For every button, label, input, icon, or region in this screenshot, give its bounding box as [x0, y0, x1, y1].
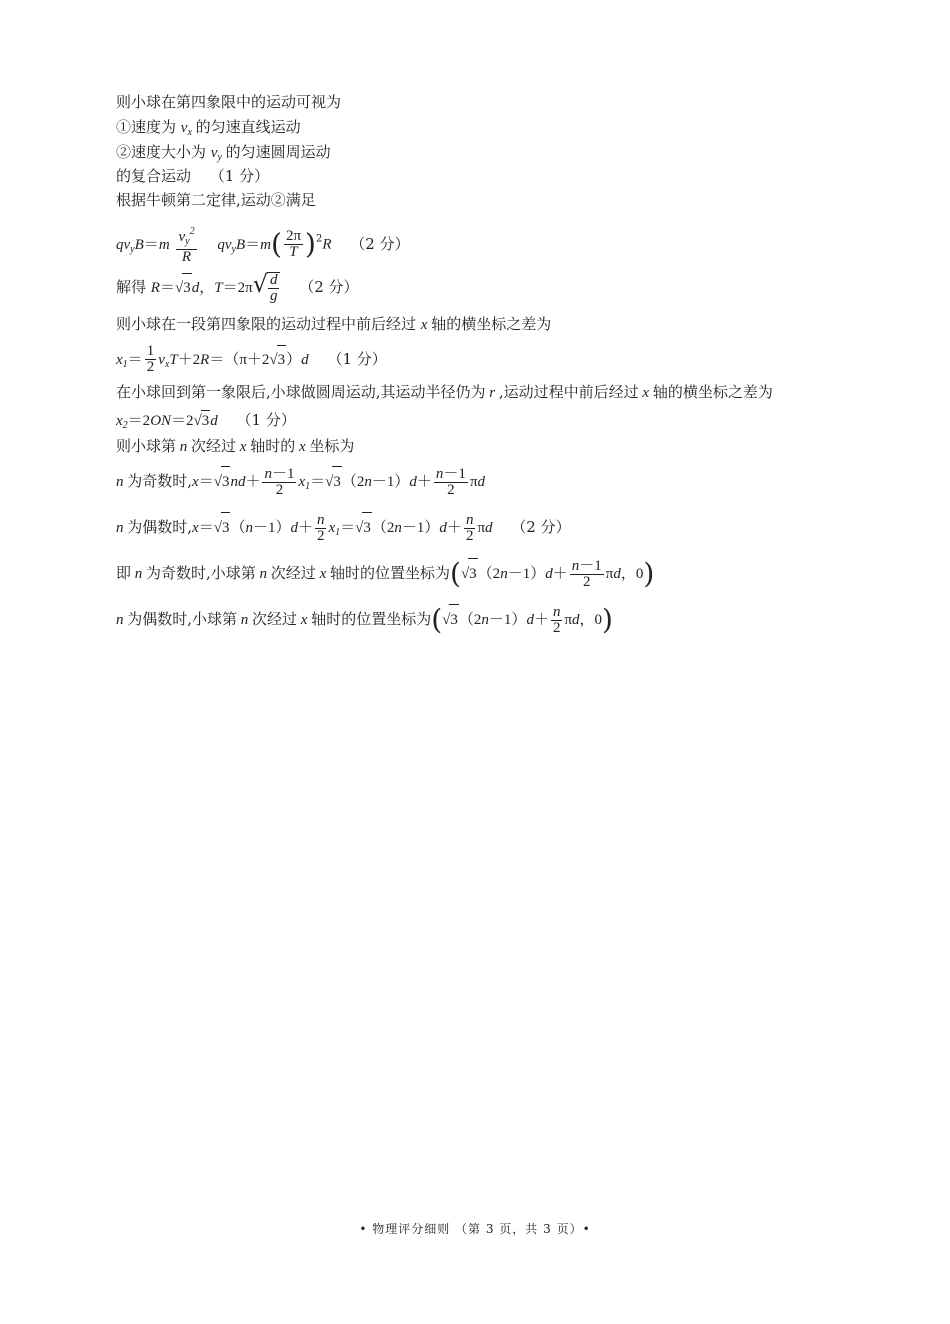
formula-even: n 为偶数时,x＝√3（n－1）d＋ $\frac{n}{2}$ $x_1=√3(2n-1)d+$ $\frac{n}{2}$ πd （2 分） — [116, 511, 571, 544]
formula-x2: $x_2=2ON=2√3d$ （1 分） — [116, 411, 296, 431]
score-note: （1 分） — [236, 411, 296, 429]
text-line-8: 则小球在一段第四象限的运动过程中前后经过 x 轴的横坐标之差为 — [116, 315, 552, 333]
text-line-3: ②速度大小为 $v_y$ 的匀速圆周运动 — [116, 143, 331, 163]
formula-newton: $qv_yB=m$ $\frac{v_y^2}{R}$ $qv_yB=m$( $\frac{2\pi}{T}$ )$^2$R （2 分） — [116, 226, 410, 265]
score-note: （2 分） — [511, 518, 571, 536]
score-note: （1 分） — [327, 349, 387, 368]
text-line-5: 根据牛顿第二定律,运动②满足 — [116, 191, 316, 209]
text-line-1: 则小球在第四象限中的运动可视为 — [116, 93, 342, 111]
page-footer: • 物理评分细则 （第 3 页，共 3 页）• — [359, 1222, 591, 1236]
formula-vy: $v_y$ — [210, 145, 222, 163]
fraction: $\frac{v_y^2}{R}$ — [178, 226, 195, 265]
text-line-4: 的复合运动 （1 分） — [116, 167, 270, 185]
text-line-2: ①速度为 $v_x$ 的匀速直线运动 — [116, 118, 301, 138]
result-odd: 即 n 为奇数时,小球第 n 次经过 x 轴时的位置坐标为(√3（2n－1）d＋ $\frac{n-1}{2}$ πd，0) — [116, 557, 655, 590]
formula-solution: 解得 R＝√3d，T＝2π√ $\frac{d}{g}$ （2 分） — [116, 270, 359, 304]
score-note: （2 分） — [350, 234, 410, 253]
score-note: （1 分） — [209, 167, 270, 185]
text-line-12: 则小球第 n 次经过 x 轴时的 x 坐标为 — [116, 437, 355, 455]
formula-vx: $v_x$ — [180, 120, 192, 138]
result-even: n 为偶数时,小球第 n 次经过 x 轴时的位置坐标为(√3（2n－1）d＋ $\frac{n}{2}$ πd，0) — [116, 603, 613, 636]
score-note: （2 分） — [299, 278, 359, 296]
formula-odd: n 为奇数时,x＝√3nd＋ $\frac{n-1}{2}$ $x_1=√3(2n-1)d+$ $\frac{n-1}{2}$ πd — [116, 465, 486, 498]
text-line-10: 在小球回到第一象限后,小球做圆周运动,其运动半径仍为 r ,运动过程中前后经过 x 轴的横坐标之差为 — [116, 383, 773, 401]
formula-x1: $x_1=$ $\frac{1}{2}$ $v_xT+2R=(\pi+2√3)d$ （1 分） — [116, 343, 387, 375]
